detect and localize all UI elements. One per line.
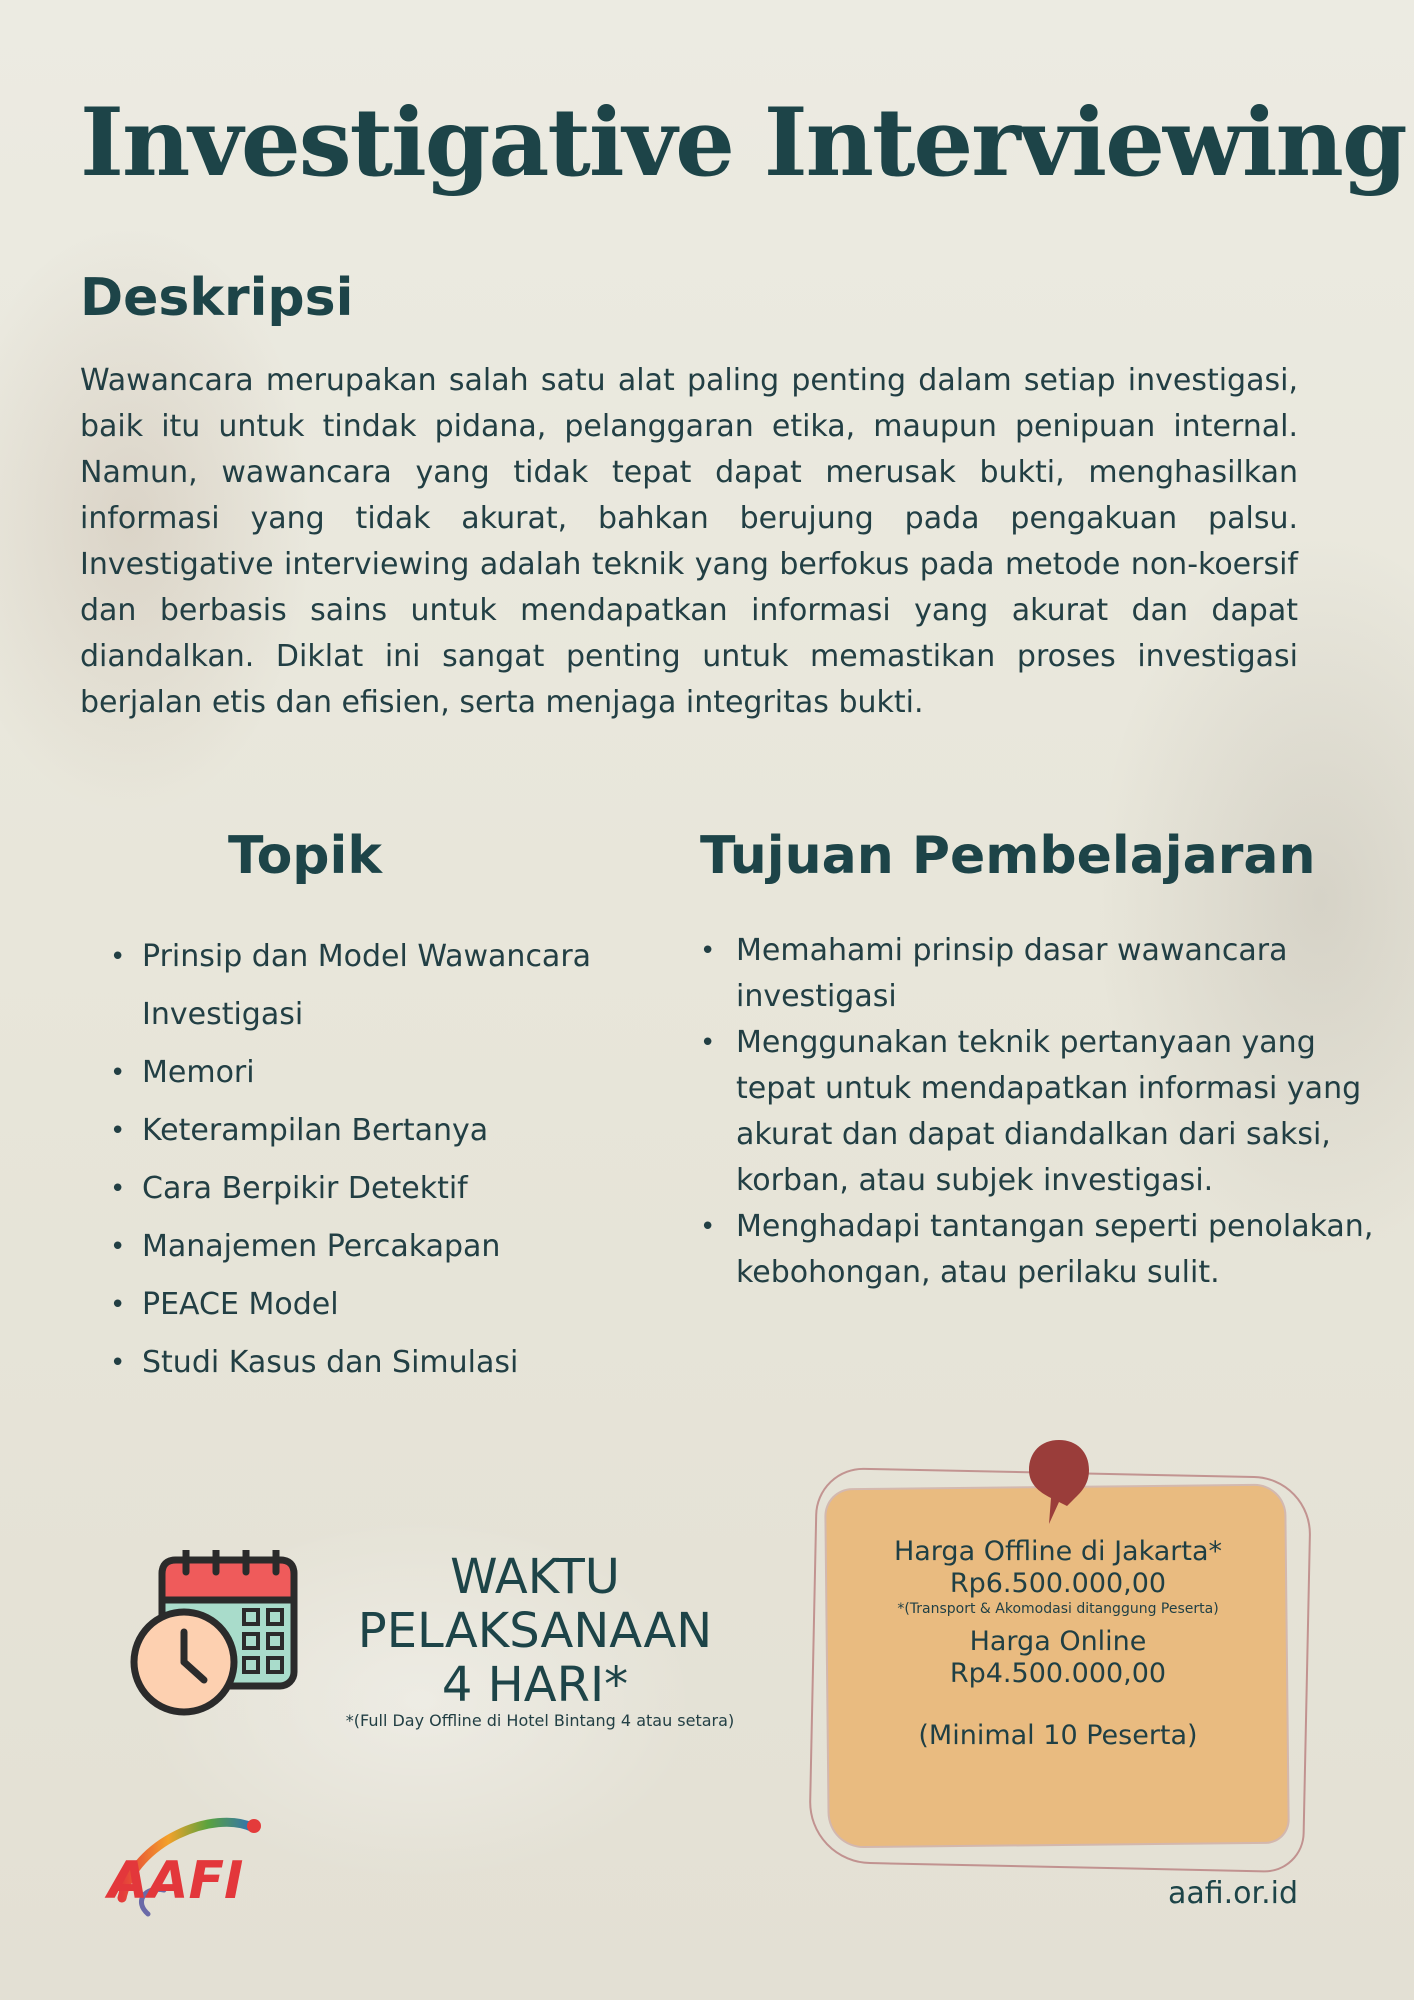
bullet-icon: • xyxy=(110,1058,126,1088)
topic-text: Manajemen Percakapan xyxy=(142,1229,501,1264)
online-price-label: Harga Online xyxy=(969,1626,1147,1657)
website-link[interactable]: aafi.or.id xyxy=(1167,1876,1298,1911)
topic-text: Cara Berpikir Detektif xyxy=(142,1171,468,1206)
list-item xyxy=(110,1218,670,1276)
calendar-clock-icon xyxy=(128,1550,308,1720)
online-price: Rp4.500.000,00 xyxy=(949,1658,1167,1689)
topic-text: Memori xyxy=(142,1055,255,1090)
list-item xyxy=(110,1044,670,1102)
list-item xyxy=(700,1020,1380,1204)
topic-text: Keterampilan Bertanya xyxy=(142,1113,489,1148)
topic-text: Prinsip dan Model Wawancara Investigasi xyxy=(142,939,592,1032)
topics-list xyxy=(110,928,670,1392)
bullet-icon: • xyxy=(700,1028,716,1058)
schedule-note: *(Full Day Offline di Hotel Bintang 4 atau setara) xyxy=(345,1711,735,1730)
goals-heading: Tujuan Pembelajaran xyxy=(700,826,1316,886)
logo-text: AAFI xyxy=(108,1851,244,1911)
description-heading: Deskripsi xyxy=(80,268,354,328)
minimum-participants: (Minimal 10 Peserta) xyxy=(918,1720,1198,1751)
offline-price-note: *(Transport & Akomodasi ditanggung Peserta) xyxy=(897,1601,1219,1617)
list-item xyxy=(110,1334,670,1392)
bullet-icon: • xyxy=(110,1348,126,1378)
price-info xyxy=(838,1536,1278,1752)
list-item xyxy=(110,1276,670,1334)
goal-text: Menghadapi tantangan seperti penolakan, kebohongan, atau perilaku sulit. xyxy=(736,1209,1374,1290)
aafi-logo xyxy=(104,1802,268,1918)
offline-price: Rp6.500.000,00 xyxy=(949,1568,1167,1599)
bullet-icon: • xyxy=(700,936,716,966)
goal-text: Memahami prinsip dasar wawancara investigasi xyxy=(736,933,1288,1014)
schedule-line: WAKTU xyxy=(450,1549,620,1605)
bullet-icon: • xyxy=(110,1290,126,1320)
bullet-icon: • xyxy=(110,1116,126,1146)
bullet-icon: • xyxy=(110,1232,126,1262)
goals-list xyxy=(700,928,1380,1296)
page-title: Investigative Interviewing xyxy=(80,88,1406,198)
schedule-line: PELAKSANAAN xyxy=(357,1603,713,1659)
schedule-duration: 4 HARI* xyxy=(441,1657,629,1713)
offline-price-label: Harga Offline di Jakarta* xyxy=(893,1536,1223,1567)
schedule-heading xyxy=(320,1550,750,1712)
pin-icon xyxy=(1026,1436,1092,1526)
list-item xyxy=(110,1160,670,1218)
topic-text: PEACE Model xyxy=(142,1287,339,1322)
bullet-icon: • xyxy=(700,1212,716,1242)
bullet-icon: • xyxy=(110,1174,126,1204)
topics-heading: Topik xyxy=(228,826,382,886)
list-item xyxy=(110,1102,670,1160)
list-item xyxy=(700,1204,1380,1296)
list-item xyxy=(700,928,1380,1020)
list-item xyxy=(110,928,670,1044)
topic-text: Studi Kasus dan Simulasi xyxy=(142,1345,519,1380)
description-text: Wawancara merupakan salah satu alat paling penting dalam setiap investigasi, baik itu untuk tindak pidana, pelanggaran etika, maupun penipuan internal. Namun, wawancara yang tidak tepat dapat merusak bukti, menghasilkan informasi yang tidak akurat, bahkan berujung pada pengakuan palsu. Investigative interviewing adalah teknik yang berfokus pada metode non-koersif dan berbasis sains untuk mendapatkan informasi yang akurat dan dapat diandalkan. Diklat ini sangat penting untuk memastikan proses investigasi berjalan etis dan efisien, serta menjaga integritas bukti. xyxy=(80,363,1298,720)
bullet-icon: • xyxy=(110,942,126,972)
goal-text: Menggunakan teknik pertanyaan yang tepat untuk mendapatkan informasi yang akurat dan dapat diandalkan dari saksi, korban, atau subjek investigasi. xyxy=(736,1025,1362,1198)
